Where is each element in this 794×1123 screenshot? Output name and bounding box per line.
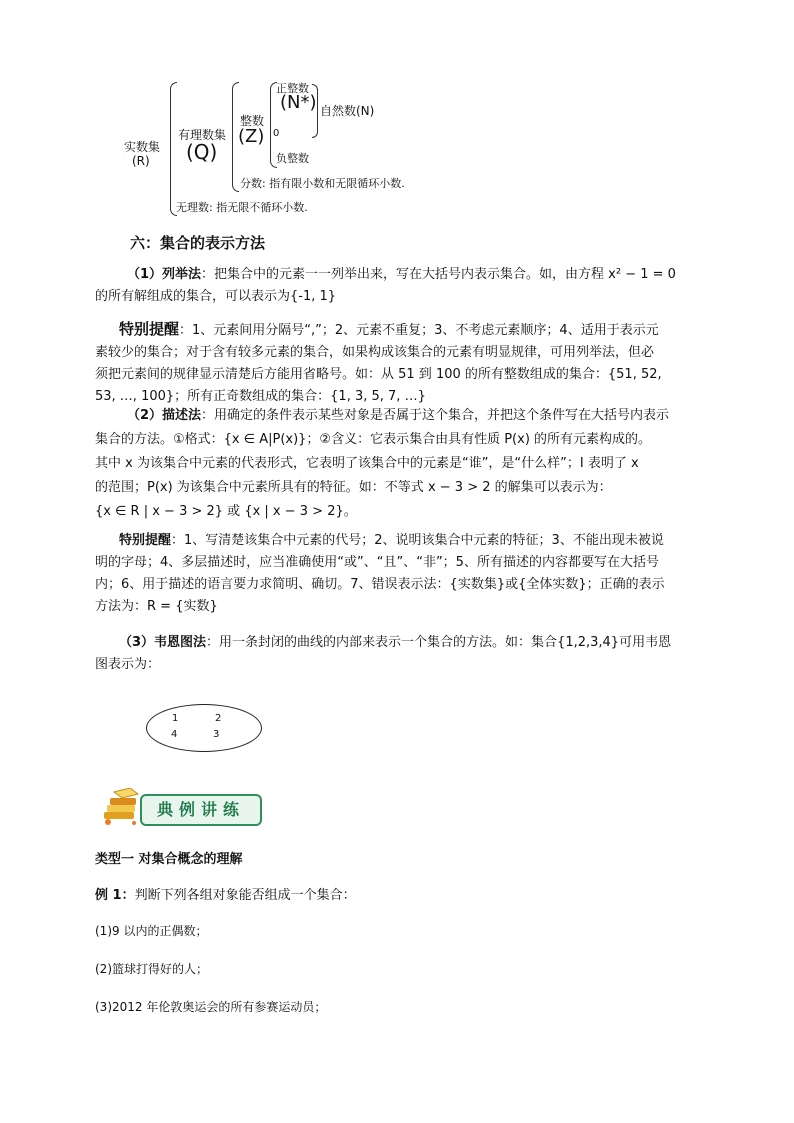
note1-line-4: 53, …, 100}；所有正奇数组成的集合：{1, 3, 5, 7, …} — [95, 389, 426, 404]
real-set-brace — [170, 82, 177, 216]
note2-line-1: ：1、写清楚该集合中元素的代号；2、说明该集合中元素的特征；3、不能出现未被说 — [171, 533, 664, 548]
venn-paragraph — [95, 632, 707, 676]
real-set-symbol: (R) — [132, 154, 150, 168]
venn-element-4: 4 — [171, 729, 178, 740]
venn-line-1: ：用一条封闭的曲线的内部来表示一个集合的方法。如：集合{1,2,3,4}可用韦恩 — [206, 635, 672, 650]
venn-element-2: 2 — [215, 713, 222, 724]
example-1-label: 例 1： — [95, 888, 135, 903]
description-line-5: {x ∈ R | x − 3 > 2} 或 {x | x − 3 > 2}。 — [95, 504, 357, 519]
enumeration-line-1: ：把集合中的元素一一列举出来，写在大括号内表示集合。如，由方程 x² − 1 = 0 — [201, 267, 676, 282]
note2-line-3: 内；6、用于描述的语言要力求简明、确切。7、错误表示法：{实数集}或{全体实数}；正确的表示 — [95, 577, 665, 592]
negative-integer-label: 负整数 — [276, 152, 309, 165]
banner-title: 典例讲练 — [140, 794, 262, 826]
description-line-1: ：用确定的条件表示某些对象是否属于这个集合，并把这个条件写在大括号内表示 — [201, 408, 670, 423]
note1-paragraph — [95, 318, 707, 408]
category-heading: 类型一 对集合概念的理解 — [95, 852, 243, 867]
natural-number-label: 自然数(N) — [320, 104, 375, 118]
zero-label: 0 — [273, 128, 280, 139]
integer-label: 整数 — [240, 114, 265, 128]
enumeration-label: （1）列举法 — [127, 267, 202, 282]
description-line-3: 其中 x 为该集合中元素的代表形式，它表明了该集合中的元素是“谁”，是“什么样”；I 表明了 x — [95, 456, 639, 471]
positive-integer-label: 正整数 — [276, 82, 309, 95]
description-line-4: 的范围；P(x) 为该集合中元素所具有的特征。如：不等式 x − 3 > 2 的解集可以表示为： — [95, 480, 612, 495]
section-title: 六：集合的表示方法 — [130, 234, 266, 252]
natural-number-brace — [312, 84, 318, 138]
enumeration-paragraph — [95, 264, 707, 308]
venn-diagram — [146, 704, 262, 752]
note2-line-2: 明的字母；4、多层描述时，应当准确使用“或”、“且”、“非”；5、所有描述的内容都要写在大括号 — [95, 555, 659, 570]
note2-line-4: 方法为：R = {实数} — [95, 599, 218, 614]
real-set-label: 实数集 — [124, 140, 161, 154]
note1-line-2: 素较少的集合；对于含有较多元素的集合，如果构成该集合的元素有明显规律，可用列举法，但必 — [95, 345, 655, 360]
note1-label: 特别提醒 — [119, 320, 180, 338]
note2-label: 特别提醒 — [119, 533, 172, 548]
description-paragraph — [95, 404, 707, 524]
venn-label: （3）韦恩图法 — [119, 635, 207, 650]
venn-element-3: 3 — [213, 729, 220, 740]
books-icon — [100, 788, 144, 828]
example-1-heading — [95, 884, 356, 903]
rational-set-symbol: (Q) — [186, 140, 218, 164]
venn-line-2: 图表示为： — [95, 657, 161, 672]
enumeration-line-2: 的所有解组成的集合，可以表示为{-1, 1} — [95, 289, 337, 304]
integer-symbol: (Z) — [238, 126, 265, 147]
positive-integer-symbol: (N*) — [280, 92, 317, 113]
note2-paragraph — [95, 530, 707, 618]
venn-element-1: 1 — [172, 713, 179, 724]
description-line-2: 集合的方法。①格式：{x ∈ A|P(x)}；②含义：它表示集合由具有性质 P(x) 的所有元素构成的。 — [95, 432, 652, 447]
rational-set-label: 有理数集 — [178, 128, 227, 142]
fraction-label: 分数: 指有限小数和无限循环小数. — [240, 177, 405, 190]
irrational-label: 无理数: 指无限不循环小数. — [176, 201, 308, 214]
example-item-1: (1)9 以内的正偶数； — [95, 924, 208, 938]
note1-line-1: ：1、元素间用分隔号“,”；2、元素不重复；3、不考虑元素顺序；4、适用于表示元 — [179, 323, 659, 338]
example-1-text: 判断下列各组对象能否组成一个集合： — [134, 888, 356, 903]
example-item-2: (2)篮球打得好的人； — [95, 962, 208, 976]
note1-line-3: 须把元素间的规律显示清楚后方能用省略号。如：从 51 到 100 的所有整数组成的集合：{51, 52, — [95, 367, 662, 382]
example-item-3: (3)2012 年伦敦奥运会的所有参赛运动员； — [95, 1000, 327, 1014]
description-label: （2）描述法 — [127, 408, 202, 423]
